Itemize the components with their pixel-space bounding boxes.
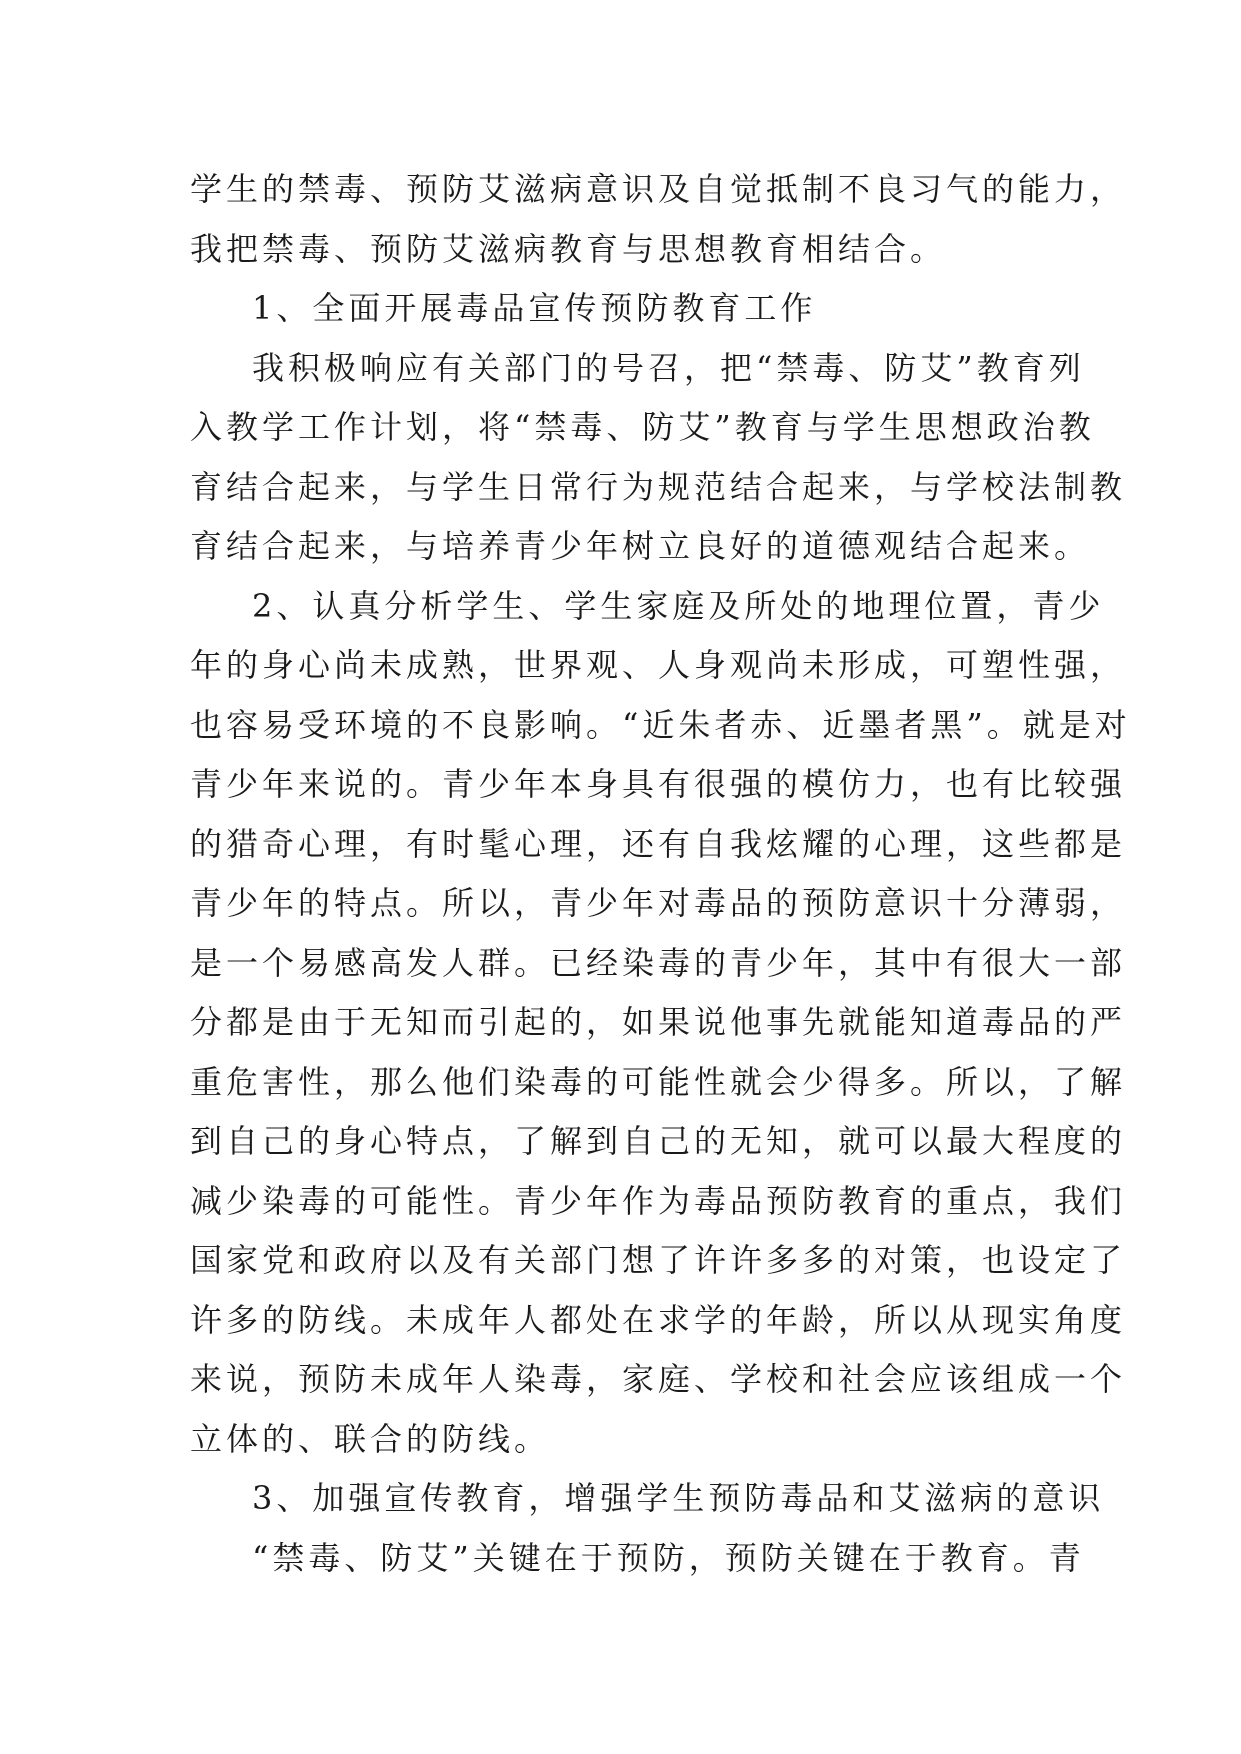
text-line: 入教学工作计划，将“禁毒、防艾”教育与学生思想政治教 bbox=[190, 408, 1095, 446]
text-line: 3、加强宣传教育，增强学生预防毒品和艾滋病的意识 bbox=[252, 1479, 1105, 1517]
text-line: 到自己的身心特点，了解到自己的无知，就可以最大程度的 bbox=[190, 1122, 1127, 1160]
text-line: 年的身心尚未成熟，世界观、人身观尚未形成，可塑性强， bbox=[190, 646, 1127, 684]
text-line: 育结合起来，与培养青少年树立良好的道德观结合起来。 bbox=[190, 527, 1091, 565]
text-line: 青少年来说的。青少年本身具有很强的模仿力，也有比较强 bbox=[190, 765, 1127, 803]
text-line: 减少染毒的可能性。青少年作为毒品预防教育的重点，我们 bbox=[190, 1181, 1127, 1220]
text-line: 许多的防线。未成年人都处在求学的年龄，所以从现实角度 bbox=[190, 1300, 1127, 1339]
text-line: 也容易受环境的不良影响。“近朱者赤、近墨者黑”。就是对 bbox=[190, 705, 1131, 744]
text-line: 我积极响应有关部门的号召，把“禁毒、防艾”教育列 bbox=[252, 348, 1085, 387]
text-line: 我把禁毒、预防艾滋病教育与思想教育相结合。 bbox=[190, 229, 947, 268]
text-line: 2、认真分析学生、学生家庭及所处的地理位置，青少 bbox=[252, 586, 1105, 625]
text-line: 国家党和政府以及有关部门想了许许多多的对策，也设定了 bbox=[190, 1241, 1127, 1279]
text-line: 立体的、联合的防线。 bbox=[190, 1419, 551, 1458]
text-line: 青少年的特点。所以，青少年对毒品的预防意识十分薄弱， bbox=[190, 884, 1127, 922]
text-line: 来说，预防未成年人染毒，家庭、学校和社会应该组成一个 bbox=[190, 1360, 1127, 1398]
document-body bbox=[190, 160, 1131, 1588]
text-line: 是一个易感高发人群。已经染毒的青少年，其中有很大一部 bbox=[190, 943, 1127, 982]
text-line: 1、全面开展毒品宣传预防教育工作 bbox=[252, 289, 817, 327]
text-line: 分都是由于无知而引起的，如果说他事先就能知道毒品的严 bbox=[190, 1003, 1127, 1041]
text-line: 育结合起来，与学生日常行为规范结合起来，与学校法制教 bbox=[190, 467, 1127, 506]
text-line: “禁毒、防艾”关键在于预防，预防关键在于教育。青 bbox=[252, 1538, 1085, 1577]
text-line: 重危害性，那么他们染毒的可能性就会少得多。所以，了解 bbox=[190, 1062, 1127, 1101]
text-line: 的猎奇心理，有时髦心理，还有自我炫耀的心理，这些都是 bbox=[190, 824, 1127, 863]
text-line: 学生的禁毒、预防艾滋病意识及自觉抵制不良习气的能力， bbox=[190, 170, 1127, 208]
